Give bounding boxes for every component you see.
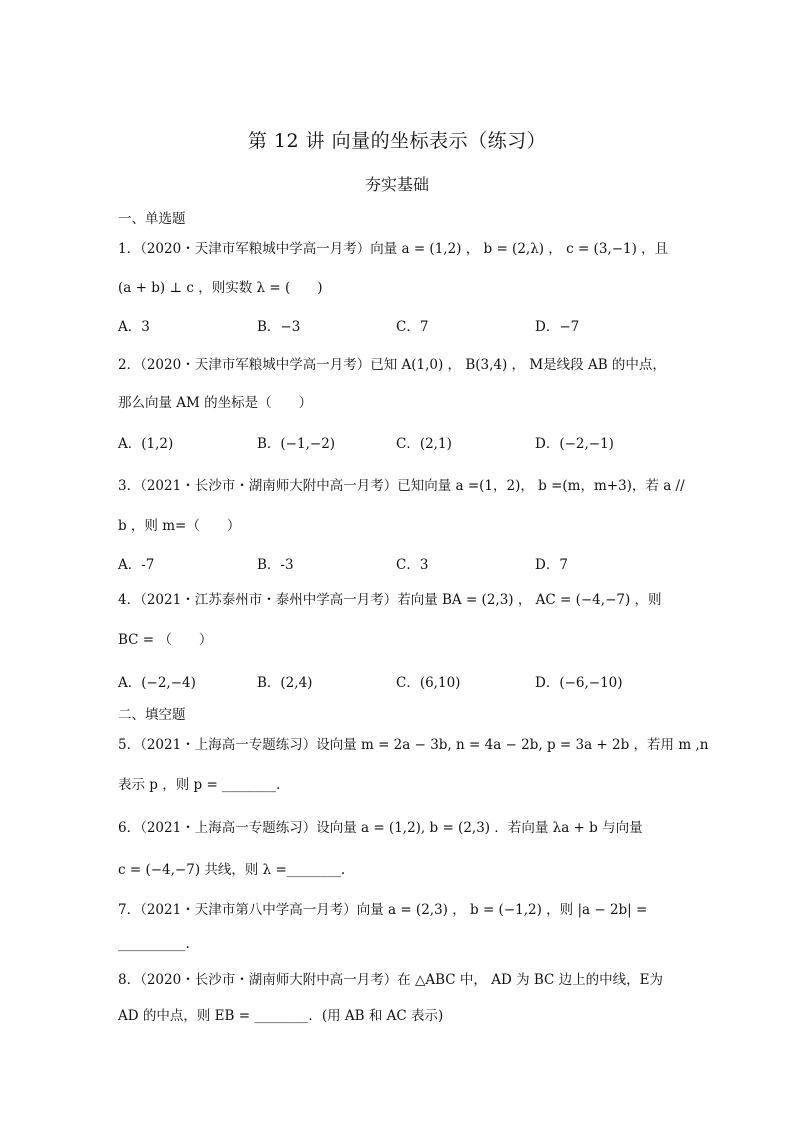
section-heading-fill-blank: 二、填空题 (118, 707, 186, 723)
option-d: D．(−2,−1) (535, 436, 614, 452)
option-b: B．−3 (257, 319, 301, 335)
option-d: D．(−6,−10) (535, 675, 623, 691)
option-b: B．(2,4) (257, 675, 313, 691)
option-d: D．7 (535, 557, 568, 573)
option-a: A．(−2,−4) (118, 675, 196, 691)
option-b: B．(−1,−2) (257, 436, 336, 452)
option-a: A．(1,2) (118, 436, 174, 452)
question-4-line-1: 4．（2021・江苏泰州市・泰州中学高一月考）若向量 BA = (2,3) ， AC = (−4,−7) ，则 (118, 592, 662, 608)
question-1-line-2: (a + b) ⊥ c ，则实数 λ = ( ) (118, 280, 323, 296)
question-8-line-1: 8．（2020・长沙市・湖南师大附中高一月考）在 △ABC 中， AD 为 BC 边上的中线，E为 (118, 972, 664, 988)
question-3-line-1: 3．（2021・长沙市・湖南师大附中高一月考）已知向量 a =(1，2)， b =(m，m+3)，若 a // (118, 478, 685, 494)
option-a: A．-7 (118, 557, 155, 573)
page-subtitle: 夯实基础 (364, 175, 429, 194)
question-3-line-2: b ，则 m=（ ） (118, 518, 241, 534)
question-7-line-2: __________. (118, 936, 190, 952)
option-d: D．−7 (535, 319, 580, 335)
option-c: C．(2,1) (396, 436, 452, 452)
question-5-line-1: 5．（2021・上海高一专题练习）设向量 m = 2a − 3b, n = 4a − 2b, p = 3a + 2b ，若用 m ,n (118, 737, 709, 753)
section-heading-single-choice: 一、单选题 (118, 211, 186, 227)
question-2-line-2: 那么向量 AM 的坐标是（ ） (118, 395, 313, 411)
option-c: C．7 (396, 319, 429, 335)
option-c: C．3 (396, 557, 429, 573)
question-5-line-2: 表示 p ，则 p = ________. (118, 777, 281, 793)
question-4-line-2: BC = （ ） (118, 632, 213, 648)
option-c: C．(6,10) (396, 675, 461, 691)
page-title: 第 12 讲 向量的坐标表示（练习） (247, 130, 547, 152)
question-2-line-1: 2．（2020・天津市军粮城中学高一月考）已知 A(1,0) ， B(3,4) ， M是线段 AB 的中点， (118, 357, 666, 373)
question-7-line-1: 7．（2021・天津市第八中学高一月考）向量 a = (2,3) ， b = (−1,2) ，则 |a − 2b| = (118, 902, 648, 918)
option-a: A．3 (118, 319, 150, 335)
question-6-line-2: c = (−4,−7) 共线，则 λ =________. (118, 862, 346, 878)
question-6-line-1: 6．（2021・上海高一专题练习）设向量 a = (1,2), b = (2,3) ．若向量 λa + b 与向量 (118, 820, 643, 836)
question-8-line-2: AD 的中点，则 EB = ________．(用 AB 和 AC 表示) (118, 1008, 444, 1024)
option-b: B．-3 (257, 557, 294, 573)
question-1-line-1: 1．（2020・天津市军粮城中学高一月考）向量 a = (1,2) ， b = (2,λ) ， c = (3,−1) ，且 (118, 241, 669, 257)
